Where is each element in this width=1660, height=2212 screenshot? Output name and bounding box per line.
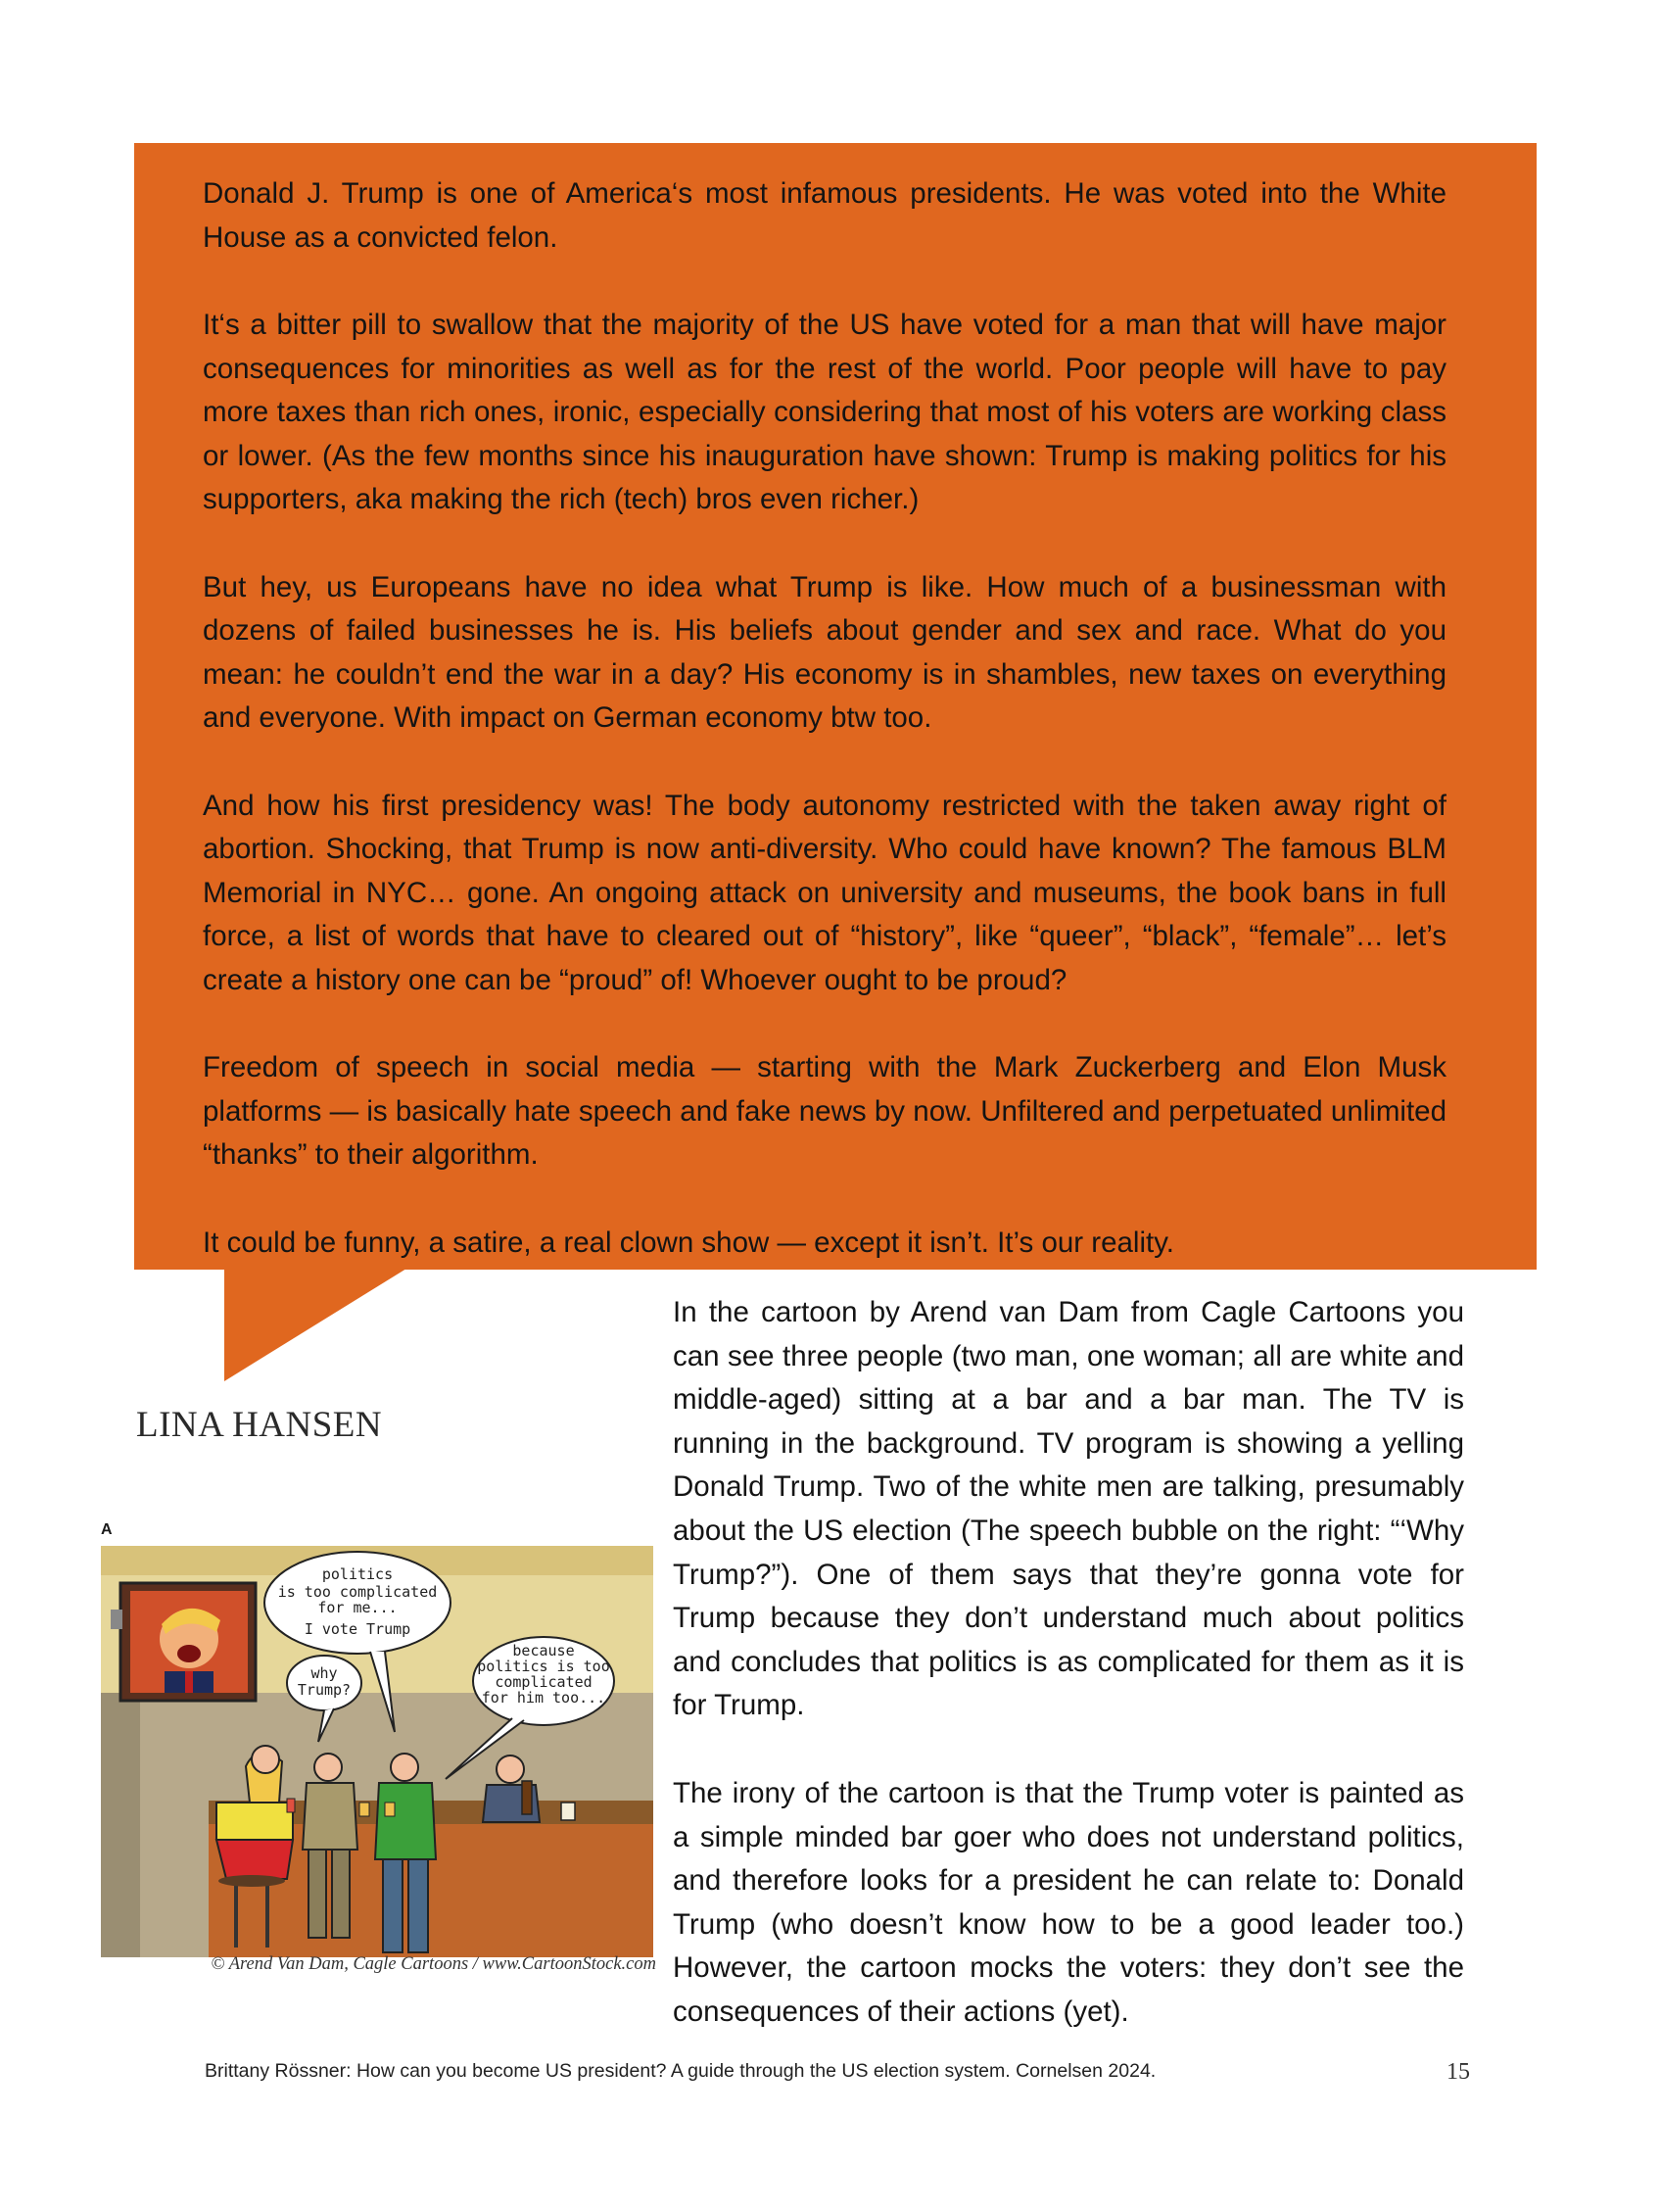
tv-screen-icon bbox=[111, 1583, 256, 1701]
quote-paragraph: Donald J. Trump is one of America‘s most infamous presidents. He was voted into the White House as a convicted felon. bbox=[203, 177, 1447, 254]
quote-paragraph: It‘s a bitter pill to swallow that the majority of the US have voted for a man that will have major consequences for minorities as well as for the rest of the world. Poor people will have to pay more taxes than rich ones, ironic, especially considering that most of his voters are working class or lower. (As the few months since his inauguration have shown: Trump is making politics for his supporters, aka making the rich (tech) bros even richer.) bbox=[203, 309, 1447, 515]
quote-paragraph: But hey, us Europeans have no idea what Trump is like. How much of a businessman with dozens of failed businesses he is. His beliefs about gender and sex and race. What do you mean: he couldn’t end the war in a day? His economy is in shambles, new taxes on everything and everyone. With impact on German economy btw too. bbox=[203, 570, 1447, 734]
cartoon-analysis bbox=[673, 1291, 1464, 2079]
analysis-paragraph: In the cartoon by Arend van Dam from Cagle Cartoons you can see three people (two man, one woman; all are white and middle-aged) sitting at a bar and a bar man. The TV is running in the background. TV program is showing a yelling Donald Trump. Two of the white men are talking, presumably about the US election (The speech bubble on the right: “‘Why Trump?”). One of them says that they’re gonna vote for Trump because they don’t understand much about politics and concludes that politics is as complicated for them as it is for Trump. bbox=[673, 1296, 1464, 1722]
quote-paragraph: Freedom of speech in social media — starting with the Mark Zuckerberg and Elon Musk platforms — is basically hate speech and fake news by now. Unfiltered and perpetuated unlimited “thanks” to their algorithm. bbox=[203, 1051, 1447, 1171]
author-name: LINA HANSEN bbox=[136, 1405, 383, 1445]
quote-paragraph: It could be funny, a satire, a real clown show — except it isn’t. It’s our reality. bbox=[203, 1226, 1174, 1259]
bubble-center-line: I vote Trump bbox=[304, 1620, 411, 1638]
cartoon-credit: © Arend Van Dam, Cagle Cartoons / www.CartoonStock.com bbox=[211, 1954, 656, 1974]
cartoon-mark: A bbox=[101, 1521, 113, 1538]
bubble-center-line: politics bbox=[321, 1565, 394, 1583]
footer-reference: Brittany Rössner: How can you become US president? A guide through the US election system. Cornelsen 2024. bbox=[205, 2060, 1157, 2082]
page-number: 15 bbox=[1447, 2059, 1470, 2085]
bubble-center-line: is too complicated bbox=[277, 1583, 438, 1601]
bubble-center-line: for me... bbox=[317, 1599, 398, 1616]
cartoon-illustration bbox=[101, 1546, 653, 1957]
bubble-left-line: why bbox=[310, 1664, 338, 1682]
bubble-right-line: politics is too bbox=[477, 1658, 610, 1675]
bubble-left-line: Trump? bbox=[297, 1681, 352, 1699]
analysis-paragraph: The irony of the cartoon is that the Trump voter is painted as a simple minded bar goer who does not understand politics, and therefore looks for a president he can relate to: Donald Trump (who doesn’t know how to be a good leader too.) However, the cartoon mocks the voters: they don’t see the consequences of their actions (yet). bbox=[673, 1776, 1464, 2028]
quote-paragraph: And how his first presidency was! The body autonomy restricted with the taken away right of abortion. Shocking, that Trump is now anti-diversity. Who could have known? The famous BLM Memorial in NYC… gone. An ongoing attack on university and museums, the book bans in full force, a list of words that have to cleared out of “history”, like “queer”, “black”, “female”… let’s create a history one can be “proud” of! Whoever ought to be proud? bbox=[203, 789, 1447, 996]
bubble-right-line: because bbox=[512, 1642, 575, 1659]
opinion-quote-box bbox=[134, 143, 1537, 1270]
bubble-right-line: complicated bbox=[495, 1673, 593, 1691]
bubble-right-line: for him too... bbox=[481, 1689, 606, 1707]
